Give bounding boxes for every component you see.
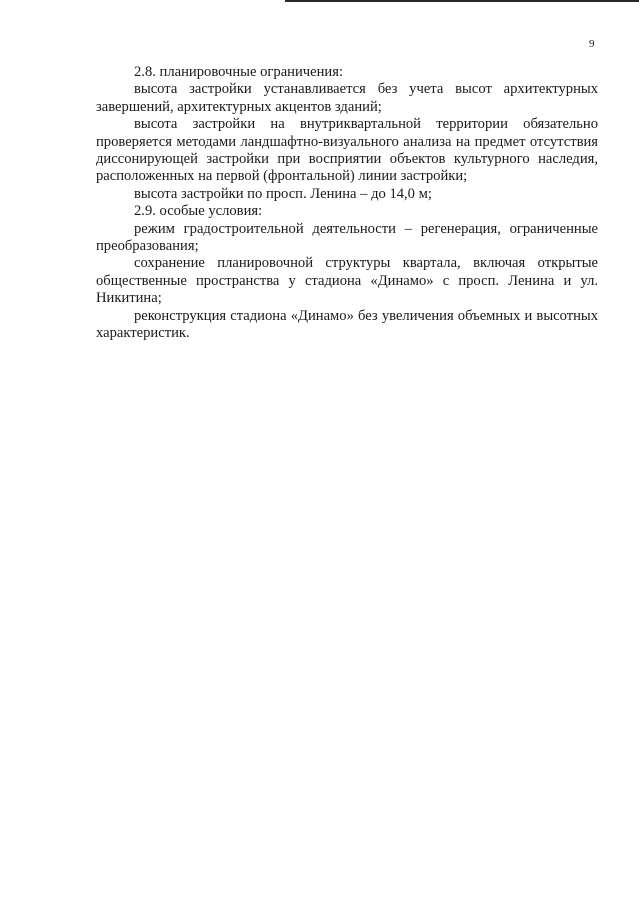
document-body bbox=[96, 64, 598, 343]
paragraph-height-exclusions: высота застройки устанавливается без учета высот архитектурных завершений, архитектурных акцентов зданий; bbox=[96, 81, 598, 115]
section-heading-2-9: 2.9. особые условия: bbox=[134, 203, 263, 220]
page-number: 9 bbox=[589, 38, 595, 50]
paragraph-height-limit: высота застройки по просп. Ленина – до 14,0 м; bbox=[134, 185, 432, 202]
paragraph-visual-analysis: высота застройки на внутриквартальной территории обязательно проверяется методами ландшафтно-визуального анализа на предмет отсутствия диссонирующей застройки при восприятии объектов культурного наследия, расположенных на первой (фронтальной) линии застройки; bbox=[96, 116, 598, 185]
paragraph-structure-preservation: сохранение планировочной структуры квартала, включая открытые общественные пространства у стадиона «Динамо» с просп. Ленина и ул. Никитина; bbox=[96, 255, 598, 307]
section-heading-2-8: 2.8. планировочные ограничения: bbox=[134, 64, 343, 80]
scan-edge-line bbox=[285, 0, 639, 2]
paragraph-regime: режим градостроительной деятельности – регенерация, ограниченные преобразования; bbox=[96, 220, 598, 255]
paragraph-stadium-reconstruction: реконструкция стадиона «Динамо» без увеличения объемных и высотных характеристик. bbox=[96, 307, 598, 342]
